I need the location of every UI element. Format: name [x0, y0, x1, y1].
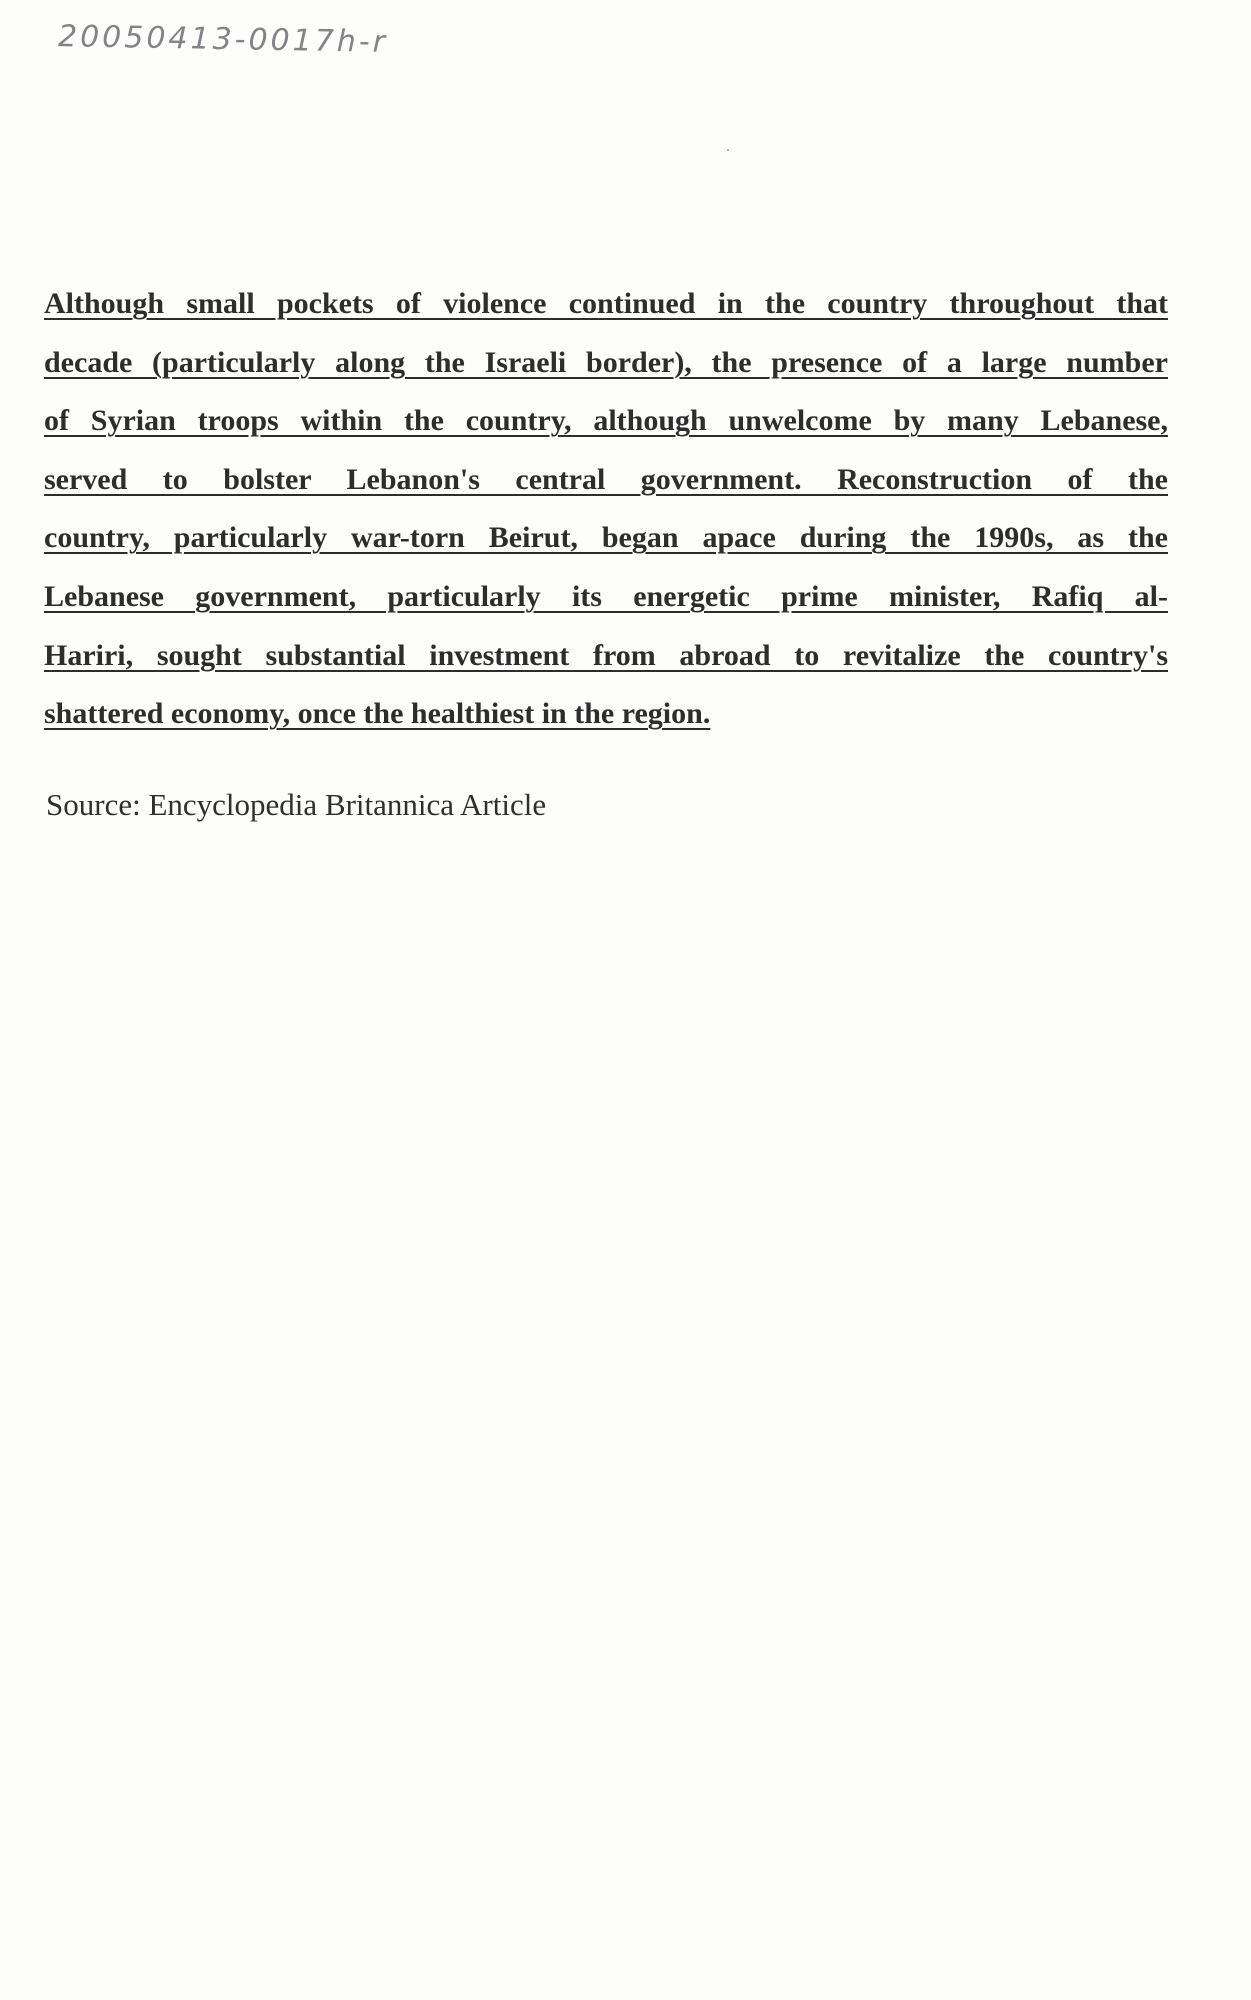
excerpt-line: Hariri, sought substantial investment from abroad to revitalize the country's [44, 638, 1168, 672]
excerpt-line: decade (particularly along the Israeli border), the presence of a large number [44, 345, 1168, 379]
excerpt-line: country, particularly war-torn Beirut, began apace during the 1990s, as the [44, 521, 1168, 555]
article-excerpt [44, 278, 1168, 747]
excerpt-line: shattered economy, once the healthiest in the region. [44, 697, 711, 731]
source-citation: Source: Encyclopedia Britannica Article [46, 787, 547, 822]
scan-speck [727, 149, 729, 151]
excerpt-line: Although small pockets of violence continued in the country throughout that [44, 287, 1168, 320]
excerpt-line: of Syrian troops within the country, although unwelcome by many Lebanese, [44, 404, 1168, 438]
handwritten-document-id: 20050413-0017h-r [57, 19, 389, 60]
excerpt-line: served to bolster Lebanon's central government. Reconstruction of the [44, 462, 1168, 496]
excerpt-line: Lebanese government, particularly its energetic prime minister, Rafiq al- [44, 579, 1168, 613]
